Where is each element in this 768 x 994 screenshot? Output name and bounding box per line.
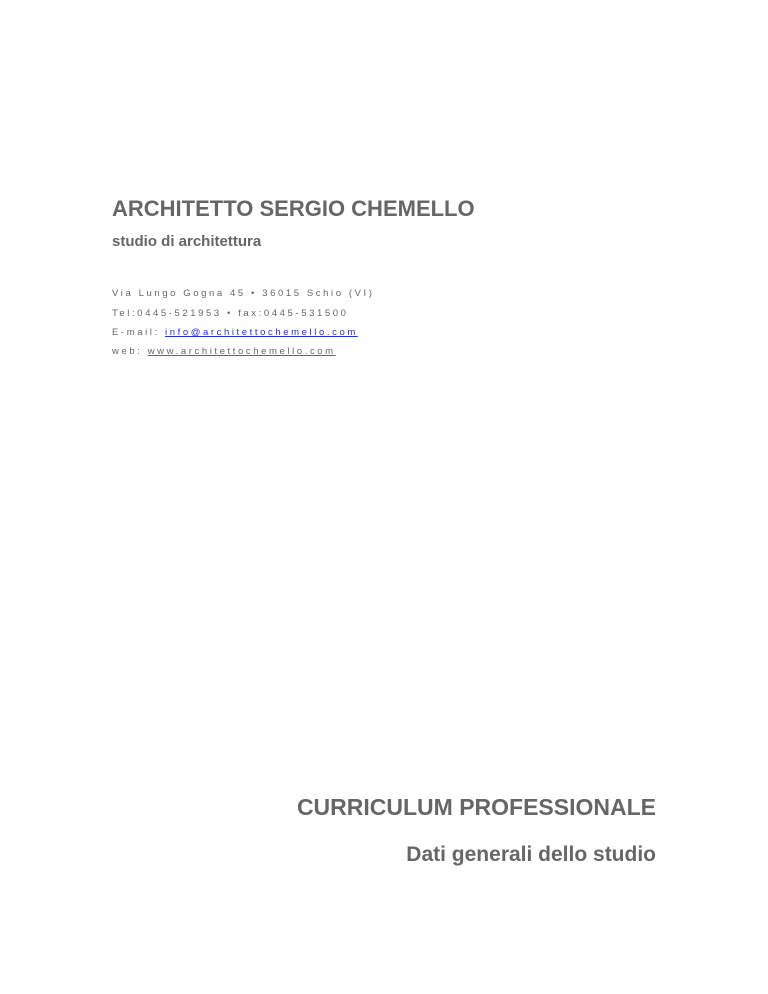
email-line bbox=[112, 327, 358, 338]
email-link[interactable]: info@architettochemello.com bbox=[165, 327, 358, 338]
studio-name: ARCHITETTO SERGIO CHEMELLO bbox=[112, 196, 475, 221]
email-label: E-mail: bbox=[112, 327, 165, 338]
document-subtitle: Dati generali dello studio bbox=[406, 843, 656, 866]
phone-fax-line: Tel:0445-521953 • fax:0445-531500 bbox=[112, 308, 349, 319]
web-label: web: bbox=[112, 346, 148, 357]
document-title: CURRICULUM PROFESSIONALE bbox=[296, 794, 656, 820]
web-line bbox=[112, 346, 336, 357]
studio-subtitle: studio di architettura bbox=[112, 233, 262, 250]
web-link[interactable]: www.architettochemello.com bbox=[147, 346, 336, 357]
address-line: Via Lungo Gogna 45 • 36015 Schio (VI) bbox=[112, 288, 375, 299]
